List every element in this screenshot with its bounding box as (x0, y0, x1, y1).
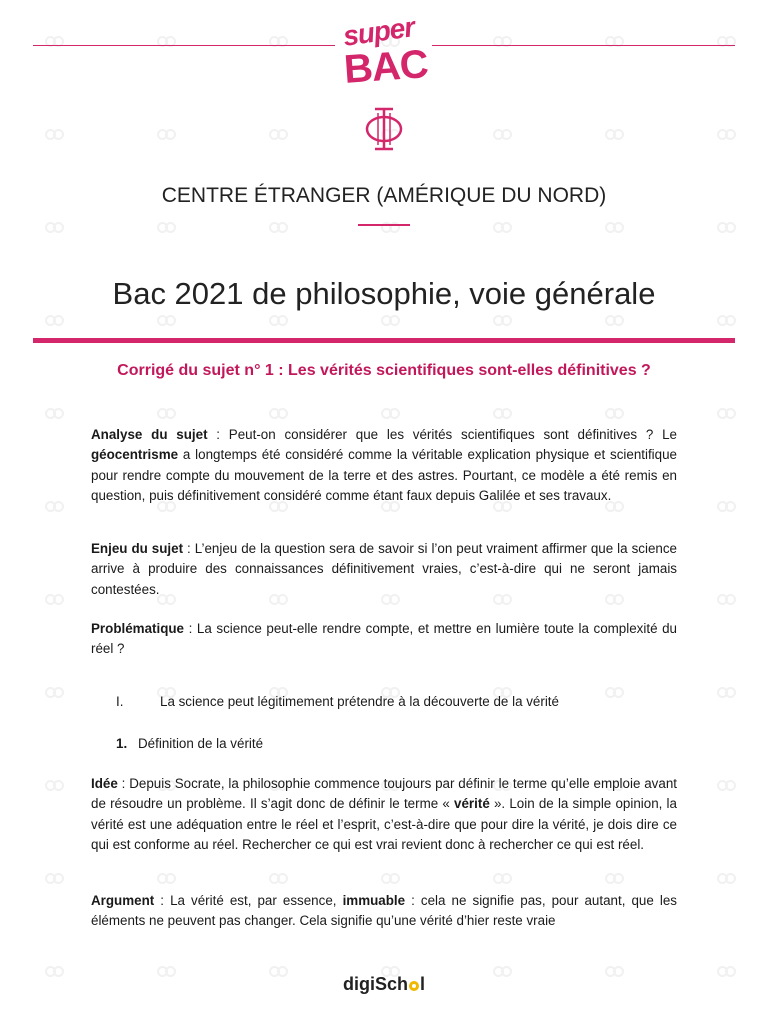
section-title: La science peut légitimement prétendre à la découverte de la vérité (160, 694, 559, 709)
pattern-ring (717, 408, 728, 419)
enjeu-text: : L’enjeu de la question sera de savoir si l’on peut vraiment affirmer que la science arrive à produire des connaissances définitivement vraies, c’est-à-dire qui ne seront jamais contestées. (91, 541, 677, 597)
pattern-ring (157, 129, 168, 140)
pattern-ring (605, 315, 616, 326)
pattern-ring (269, 408, 280, 419)
pattern-ring (269, 873, 280, 884)
problematique-label: Problématique (91, 621, 185, 636)
pattern-ring (277, 408, 288, 419)
pattern-ring (45, 408, 56, 419)
pattern-ring (717, 687, 728, 698)
document-title: Bac 2021 de philosophie, voie générale (112, 276, 656, 311)
footer-brand-a: digiSch (342, 974, 408, 994)
idee-text-1: : Depuis Socrate, la philosophie commence toujours par définir le terme qu’elle emploie avant de résoudre un problème. Il s’agit donc de définir le terme « (91, 776, 677, 812)
pattern-ring (493, 873, 504, 884)
centre-divider (358, 224, 410, 226)
argument-text-2: : cela ne signifie pas, pour autant, que les éléments ne peuvent pas changer. Cela signifie qu’une vérité d’hier reste vraie (91, 893, 678, 929)
analyse-text-1: : Peut-on considérer que les vérités scientifiques sont définitives ? Le (207, 427, 677, 442)
pattern-ring (605, 129, 616, 140)
enjeu-label: Enjeu du sujet (91, 541, 184, 556)
pattern-ring (501, 408, 512, 419)
pattern-ring (501, 873, 512, 884)
footer-brand-b: l (420, 974, 426, 994)
pattern-ring (165, 222, 176, 233)
pattern-ring (605, 873, 616, 884)
pattern-ring (45, 222, 56, 233)
pattern-ring (613, 129, 624, 140)
pattern-ring (53, 594, 64, 605)
pattern-ring (501, 129, 512, 140)
pattern-ring (613, 408, 624, 419)
idee-label: Idée (91, 776, 118, 791)
argument-text-1: : La vérité est, par essence, (154, 893, 343, 908)
pattern-ring (381, 315, 392, 326)
pattern-ring (381, 408, 392, 419)
pattern-ring (717, 594, 728, 605)
pattern-ring (725, 408, 736, 419)
pattern-ring (501, 222, 512, 233)
pattern-ring (165, 315, 176, 326)
pattern-ring (613, 873, 624, 884)
verite-term: vérité (454, 796, 490, 812)
pattern-ring (45, 873, 56, 884)
pattern-ring (605, 687, 616, 698)
pattern-ring (605, 408, 616, 419)
pattern-ring (269, 222, 280, 233)
pattern-ring (493, 129, 504, 140)
pattern-ring (277, 129, 288, 140)
pattern-ring (725, 780, 736, 791)
pattern-ring (717, 873, 728, 884)
pattern-ring (613, 315, 624, 326)
pattern-ring (53, 315, 64, 326)
pattern-ring (165, 408, 176, 419)
enjeu-paragraph (91, 539, 677, 600)
exam-centre-heading: CENTRE ÉTRANGER (AMÉRIQUE DU NORD) (161, 184, 607, 207)
pattern-ring (45, 687, 56, 698)
pattern-ring (53, 687, 64, 698)
pattern-ring (717, 222, 728, 233)
subsection-title: Définition de la vérité (138, 736, 264, 751)
pattern-ring (381, 873, 392, 884)
pattern-ring (389, 408, 400, 419)
idee-text-2: ». Loin de la simple opinion, la vérité est une adéquation entre le réel et l’esprit, c’est-à-dire que pour dire la vérité, je dois dire ce qui est conforme au réel. Rechercher ce qui est vrai revient donc à rechercher ce qui est réel. (91, 796, 677, 853)
pattern-ring (53, 129, 64, 140)
pattern-ring (165, 873, 176, 884)
pattern-ring (53, 501, 64, 512)
pattern-ring (45, 594, 56, 605)
pattern-ring (157, 315, 168, 326)
pattern-ring (493, 315, 504, 326)
brand-o-icon (409, 981, 419, 991)
pattern-ring (389, 873, 400, 884)
pattern-ring (725, 873, 736, 884)
pattern-ring (157, 408, 168, 419)
pattern-ring (717, 315, 728, 326)
pattern-ring (389, 315, 400, 326)
pattern-ring (277, 222, 288, 233)
subject-heading: Corrigé du sujet n° 1 : Les vérités scientifiques sont-elles définitives ? (117, 362, 651, 379)
idee-paragraph (91, 774, 677, 856)
phi-icon (363, 107, 405, 151)
pattern-ring (725, 222, 736, 233)
pattern-ring (725, 315, 736, 326)
title-divider (33, 338, 735, 343)
analyse-label: Analyse du sujet (91, 427, 208, 442)
pattern-ring (717, 129, 728, 140)
pattern-ring (493, 408, 504, 419)
pattern-ring (53, 408, 64, 419)
problematique-text: : La science peut-elle rendre compte, et mettre en lumière toute la complexité du réel ? (91, 621, 677, 657)
pattern-ring (277, 315, 288, 326)
pattern-ring (269, 315, 280, 326)
section-numeral: I. (116, 694, 124, 709)
problematique-paragraph (91, 619, 677, 660)
pattern-ring (277, 873, 288, 884)
digischool-logo (0, 974, 768, 995)
pattern-ring (45, 501, 56, 512)
pattern-ring (269, 129, 280, 140)
subsection-number: 1. (116, 736, 128, 751)
pattern-ring (53, 222, 64, 233)
pattern-ring (165, 129, 176, 140)
pattern-ring (725, 501, 736, 512)
pattern-ring (157, 222, 168, 233)
pattern-ring (605, 222, 616, 233)
pattern-ring (501, 315, 512, 326)
analyse-text-2: a longtemps été considéré comme la véritable explication physique et scientifique pour rendre compte du mouvement de la terre et des astres. Pourtant, ce modèle a été remis en question, puis définitivement considéré comme étant faux depuis Galilée et ses travaux. (91, 447, 677, 504)
pattern-ring (53, 873, 64, 884)
pattern-ring (725, 687, 736, 698)
argument-paragraph (91, 891, 677, 932)
pattern-ring (45, 129, 56, 140)
pattern-ring (157, 873, 168, 884)
pattern-ring (45, 315, 56, 326)
logo-super-text: super (341, 11, 416, 52)
superbac-logo (338, 11, 430, 92)
pattern-ring (45, 780, 56, 791)
header-rule-left (33, 45, 335, 46)
pattern-ring (725, 594, 736, 605)
pattern-ring (613, 687, 624, 698)
header-rule-right (432, 45, 735, 46)
pattern-ring (725, 129, 736, 140)
geocentrisme-term: géocentrisme (91, 447, 179, 463)
pattern-ring (717, 501, 728, 512)
logo-bac-text: BAC (342, 42, 430, 92)
pattern-ring (53, 780, 64, 791)
pattern-ring (613, 222, 624, 233)
analyse-paragraph (91, 425, 677, 507)
argument-label: Argument (91, 893, 155, 908)
immuable-term: immuable (342, 893, 406, 908)
pattern-ring (493, 222, 504, 233)
pattern-ring (717, 780, 728, 791)
